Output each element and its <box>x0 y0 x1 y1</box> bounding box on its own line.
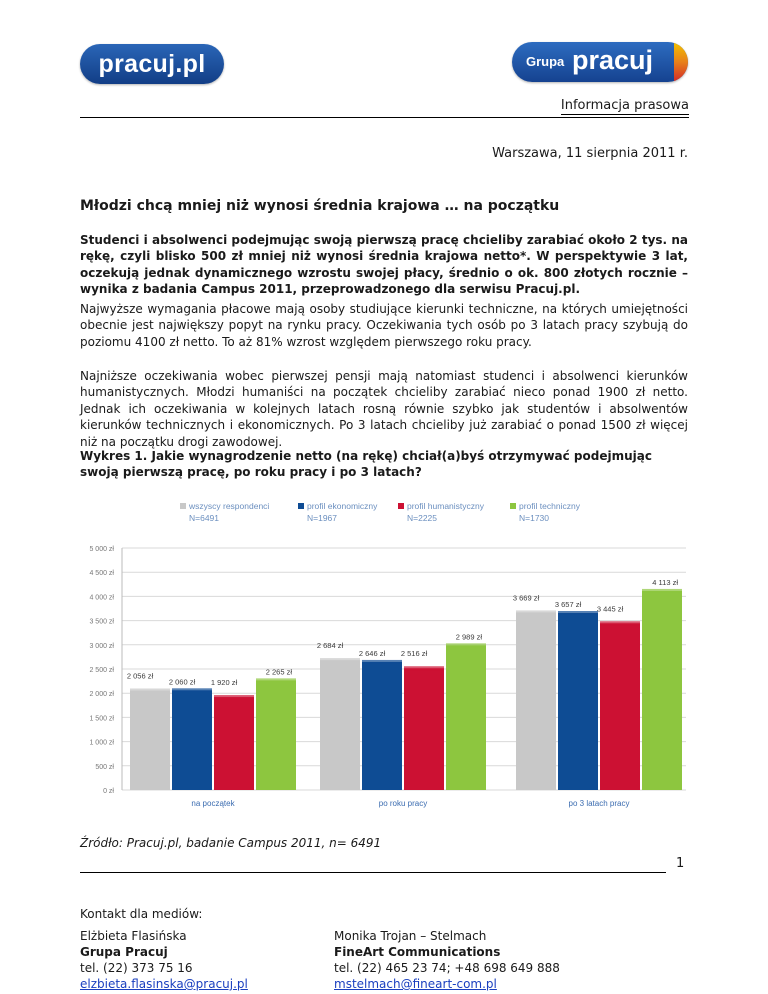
bar-value-label: 2 684 zł <box>316 641 344 651</box>
logo-stripe <box>674 42 688 82</box>
page-number: 1 <box>676 856 685 871</box>
contact-2-name: Monika Trojan – Stelmach <box>334 929 487 943</box>
bar <box>558 613 598 790</box>
y-tick-label: 2 000 zł <box>89 691 114 699</box>
bar-top <box>642 589 682 593</box>
logo-prefix: Grupa <box>526 54 565 69</box>
bar-value-label: 4 113 zł <box>652 577 678 587</box>
legend-label: wszyscy respondenci <box>189 501 270 511</box>
bar <box>214 697 254 790</box>
header-rule <box>80 117 689 118</box>
paragraph-2: Najniższe oczekiwania wobec pierwszej pensji mają natomiast studenci i absolwenci kierunków humanistycznych. Młodzi humaniści na początek chcieliby zarabiać nieco ponad 1900 zł netto. Jednak ich oczekiwania w kolejnych latach rosną równie szybko jak studentów i absolwentów kierunków technicznych i ekonomicznych. Po 3 latach chcieliby już zarabiać o ponad 1500 zł więcej niż na początku drogi zawodowej. <box>80 369 688 449</box>
legend-label: profil ekonomiczny <box>307 501 378 511</box>
y-tick-label: 4 000 zł <box>89 594 114 602</box>
bar-top <box>600 621 640 625</box>
y-tick-label: 500 zł <box>95 763 114 771</box>
bar-value-label: 1 920 zł <box>210 678 238 688</box>
contact-card-2 <box>334 928 560 992</box>
legend-swatch <box>510 503 516 509</box>
legend-count: N=2225 <box>407 513 438 523</box>
bar <box>362 662 402 790</box>
legend-swatch <box>180 503 186 509</box>
y-tick-label: 0 zł <box>103 788 114 795</box>
x-category-label: po roku pracy <box>378 799 428 808</box>
contact-1-email-link[interactable]: elzbieta.flasinska@pracuj.pl <box>80 977 248 991</box>
bar-value-label: 2 056 zł <box>126 671 154 681</box>
logo-main: pracuj <box>572 45 654 75</box>
dateline: Warszawa, 11 sierpnia 2011 r. <box>492 146 688 161</box>
y-tick-label: 4 500 zł <box>89 570 114 578</box>
document-type: Informacja prasowa <box>560 98 689 113</box>
contact-1-company: Grupa Pracuj <box>80 945 168 959</box>
bar-value-label: 3 445 zł <box>596 604 624 614</box>
bar-top <box>214 695 254 699</box>
bar-value-label: 2 989 zł <box>455 632 482 642</box>
bar-top <box>446 643 486 647</box>
legend-swatch <box>398 503 404 509</box>
contact-2-phone: tel. (22) 465 23 74; +48 698 649 888 <box>334 961 560 975</box>
x-category-label: na początek <box>191 799 235 808</box>
y-tick-label: 1 000 zł <box>89 739 114 747</box>
bar <box>172 690 212 790</box>
contact-2-email-link[interactable]: mstelmach@fineart-com.pl <box>334 977 497 991</box>
bar <box>404 668 444 790</box>
contact-card-1 <box>80 928 248 992</box>
bar-value-label: 2 060 zł <box>168 677 196 687</box>
legend-label: profil humanistyczny <box>407 501 485 511</box>
bar-value-label: 2 516 zł <box>400 649 428 659</box>
bar-value-label: 2 646 zł <box>358 648 386 658</box>
chart-svg <box>80 488 688 818</box>
y-tick-label: 5 000 zł <box>89 546 114 553</box>
legend-swatch <box>298 503 304 509</box>
bar-top <box>256 678 296 682</box>
bar <box>256 680 296 790</box>
bar <box>320 660 360 790</box>
legend-count: N=1967 <box>307 513 338 523</box>
bar <box>642 591 682 790</box>
bar-top <box>172 688 212 692</box>
paragraph-1: Najwyższe wymagania płacowe mają osoby studiujące kierunki techniczne, na których umiejętności obecnie jest największy popyt na rynku pracy. Oczekiwania tych osób po 3 latach pracy szybują do poziomu 4100 zł netto. To aż 81% wzrost względem pierwszego roku pracy. <box>80 302 688 349</box>
bar-value-label: 3 669 zł <box>512 593 540 603</box>
bar-value-label: 2 265 zł <box>265 667 292 677</box>
legend-count: N=6491 <box>189 513 220 523</box>
contact-label: Kontakt dla mediów: <box>80 907 203 921</box>
bar-value-label: 3 657 zł <box>554 600 582 610</box>
grupa-pracuj-logo <box>512 42 688 82</box>
chart-source: Źródło: Pracuj.pl, badanie Campus 2011, n= 6491 <box>80 836 382 850</box>
contact-2-company: FineArt Communications <box>334 945 501 959</box>
bar-top <box>558 611 598 615</box>
bar <box>516 612 556 790</box>
contact-1-name: Elżbieta Flasińska <box>80 929 187 943</box>
bar <box>600 623 640 790</box>
y-tick-label: 2 500 zł <box>89 667 114 674</box>
footer-rule <box>80 872 666 873</box>
legend-count: N=1730 <box>519 513 550 523</box>
contact-1-phone: tel. (22) 373 75 16 <box>80 961 193 975</box>
lead-paragraph: Studenci i absolwenci podejmując swoją pierwszą pracę chcieliby zarabiać około 2 tys. na rękę, czyli blisko 500 zł mniej niż wynosi średnia krajowa netto*. W perspektywie 3 lat, oczekują jednak dynamicznego wzrostu swojej płacy, średnio o ok. 800 złotych rocznie – wynika z badania Campus 2011, przeprowadzonego dla serwisu Pracuj.pl. <box>80 233 688 297</box>
headline: Młodzi chcą mniej niż wynosi średnia krajowa … na początku <box>80 198 560 214</box>
bar-top <box>516 610 556 614</box>
bar-top <box>320 658 360 662</box>
pracuj-logo: pracuj.pl <box>80 44 224 84</box>
bar-top <box>130 688 170 692</box>
y-tick-label: 3 000 zł <box>89 642 114 650</box>
bar-top <box>362 660 402 664</box>
legend-label: profil techniczny <box>519 501 580 511</box>
bar <box>446 645 486 790</box>
y-tick-label: 3 500 zł <box>89 618 114 626</box>
figure-caption: Wykres 1. Jakie wynagrodzenie netto (na rękę) chciał(a)byś otrzymywać podejmując swoją pierwszą pracę, po roku pracy i po 3 latach? <box>80 449 652 480</box>
bar <box>130 690 170 790</box>
x-category-label: po 3 latach pracy <box>568 799 630 808</box>
salary-chart <box>80 488 688 818</box>
bar-top <box>404 666 444 670</box>
y-tick-label: 1 500 zł <box>89 715 114 723</box>
